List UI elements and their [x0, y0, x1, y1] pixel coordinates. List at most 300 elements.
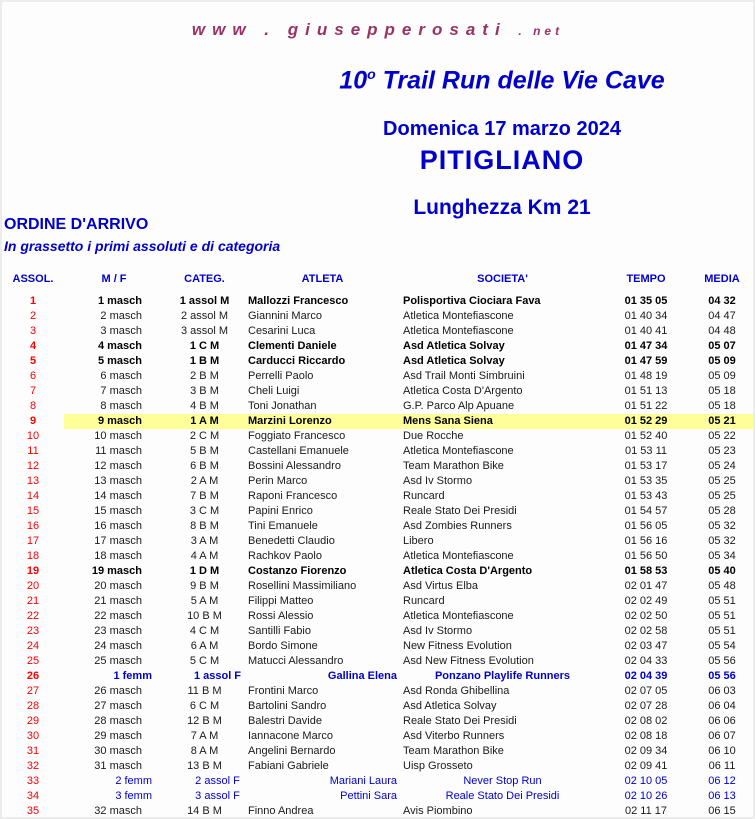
cell-media: 05 48 [708, 580, 736, 592]
table-row [2, 399, 755, 414]
cell-societa: Asd New Fitness Evolution [403, 655, 534, 667]
cell-categ: 1 assol M [179, 295, 230, 307]
cell-tempo: 01 53 43 [624, 490, 668, 502]
table-row [2, 474, 755, 489]
table-row [2, 354, 755, 369]
table-row [2, 564, 755, 579]
cell-categ: 2 A M [190, 475, 219, 487]
cell-categ: 2 assol M [180, 310, 229, 322]
cell-mf: 26 masch [94, 685, 142, 697]
cell-media: 04 47 [708, 310, 736, 322]
cell-mf: 19 masch [91, 565, 142, 577]
cell-tempo: 02 08 02 [624, 715, 668, 727]
cell-categ: 6 A M [190, 640, 219, 652]
cell-societa: Asd Viterbo Runners [403, 730, 505, 742]
cell-societa: Asd Atletica Solvay [403, 700, 497, 712]
cell-atleta: Toni Jonathan [248, 400, 317, 412]
table-row [2, 459, 755, 474]
cell-assol: 4 [29, 340, 37, 352]
cell-atleta: Cesarini Luca [248, 325, 316, 337]
cell-media: 05 22 [708, 430, 736, 442]
column-header-societa: SOCIETA' [477, 273, 528, 285]
cell-mf: 5 masch [97, 355, 142, 367]
cell-categ: 1 D M [189, 565, 220, 577]
cell-societa: Atletica Montefiascone [403, 550, 514, 562]
cell-assol: 33 [26, 775, 40, 787]
cell-tempo: 01 56 16 [624, 535, 668, 547]
cell-mf: 15 masch [94, 505, 142, 517]
cell-categ: 3 A M [190, 535, 219, 547]
cell-media: 05 40 [708, 565, 736, 577]
table-row [2, 714, 755, 729]
cell-mf: 27 masch [94, 700, 142, 712]
cell-societa: Team Marathon Bike [403, 745, 504, 757]
cell-media: 06 15 [708, 805, 736, 817]
cell-categ: 8 B M [190, 520, 219, 532]
cell-media: 05 54 [708, 640, 736, 652]
column-header-assol: ASSOL. [12, 273, 54, 285]
cell-societa: Team Marathon Bike [403, 460, 504, 472]
race-length: Lunghezza Km 21 [413, 196, 591, 220]
table-row [2, 444, 755, 459]
site-url-main: www . giusepperosati [191, 20, 507, 39]
cell-assol: 19 [26, 565, 40, 577]
cell-categ: 1 assol F [193, 670, 242, 682]
cell-media: 05 32 [708, 535, 736, 547]
cell-categ: 1 A M [164, 414, 245, 429]
cell-atleta: Gallina Elena [327, 670, 397, 682]
cell-assol: 6 [29, 370, 37, 382]
cell-atleta: Tini Emanuele [248, 520, 318, 532]
table-row [2, 414, 755, 429]
cell-mf: 2 femm [115, 775, 152, 787]
cell-atleta: Finno Andrea [248, 805, 314, 817]
cell-assol: 27 [26, 685, 40, 697]
cell-atleta: Foggiato Francesco [248, 430, 346, 442]
cell-societa: Avis Piombino [403, 805, 473, 817]
cell-societa: Runcard [403, 490, 445, 502]
cell-tempo: 01 35 05 [624, 295, 668, 307]
cell-tempo: 02 02 49 [624, 595, 668, 607]
cell-mf: 31 masch [94, 760, 142, 772]
cell-societa: Uisp Grosseto [403, 760, 473, 772]
cell-mf: 30 masch [94, 745, 142, 757]
cell-societa: G.P. Parco Alp Apuane [403, 400, 515, 412]
cell-societa: Asd Atletica Solvay [403, 340, 505, 352]
cell-assol: 26 [26, 670, 40, 682]
cell-categ: 3 assol M [180, 325, 229, 337]
cell-categ: 6 C M [189, 700, 220, 712]
cell-media: 06 11 [708, 760, 736, 772]
cell-categ: 5 B M [190, 445, 219, 457]
cell-categ: 7 A M [190, 730, 219, 742]
table-header-row [2, 272, 755, 287]
cell-categ: 4 A M [190, 550, 219, 562]
table-row [2, 504, 755, 519]
cell-societa: Runcard [403, 595, 445, 607]
table-row [2, 369, 755, 384]
cell-atleta: Cheli Luigi [248, 385, 300, 397]
race-city: PITIGLIANO [419, 145, 585, 176]
cell-atleta: Iannacone Marco [248, 730, 333, 742]
cell-societa: Due Rocche [403, 430, 464, 442]
cell-tempo: 02 10 26 [624, 790, 668, 802]
section-note: In grassetto i primi assoluti e di categoria [4, 238, 281, 254]
cell-societa: Asd Iv Stormo [403, 475, 473, 487]
cell-mf: 8 masch [100, 400, 142, 412]
cell-assol: 24 [26, 640, 40, 652]
cell-societa: Polisportiva Ciociara Fava [403, 295, 541, 307]
cell-societa: Atletica Montefiascone [403, 325, 514, 337]
cell-categ: 4 C M [189, 625, 220, 637]
cell-societa: Atletica Costa D'Argento [403, 385, 523, 397]
cell-societa: Atletica Montefiascone [403, 610, 514, 622]
cell-assol: 5 [29, 355, 37, 367]
cell-assol: 3 [29, 325, 37, 337]
cell-atleta: Bossini Alessandro [248, 460, 341, 472]
results-body [2, 294, 755, 819]
cell-atleta: Benedetti Claudio [248, 535, 335, 547]
cell-assol: 34 [26, 790, 40, 802]
cell-atleta: Carducci Riccardo [248, 355, 346, 367]
cell-tempo: 01 40 41 [624, 325, 668, 337]
cell-mf: 20 masch [94, 580, 142, 592]
table-row [2, 579, 755, 594]
cell-assol: 20 [26, 580, 40, 592]
cell-atleta: Raponi Francesco [248, 490, 338, 502]
cell-media: 05 56 [708, 655, 736, 667]
cell-tempo: 01 52 40 [624, 430, 668, 442]
cell-mf: 29 masch [94, 730, 142, 742]
cell-mf: 7 masch [100, 385, 142, 397]
cell-categ: 4 B M [190, 400, 219, 412]
title-block [247, 58, 755, 220]
cell-mf: 1 femm [113, 670, 152, 682]
cell-media: 06 13 [708, 790, 736, 802]
cell-media: 05 18 [708, 385, 736, 397]
cell-media: 05 24 [708, 460, 736, 472]
cell-assol: 18 [26, 550, 40, 562]
cell-media: 04 48 [708, 325, 736, 337]
cell-atleta: Rossi Alessio [248, 610, 314, 622]
cell-assol: 28 [26, 700, 40, 712]
cell-categ: 5 C M [189, 655, 220, 667]
cell-tempo: 01 54 57 [624, 505, 668, 517]
cell-tempo: 01 56 50 [624, 550, 668, 562]
cell-media: 05 09 [708, 370, 736, 382]
table-row [2, 489, 755, 504]
cell-atleta: Rachkov Paolo [248, 550, 322, 562]
cell-categ: 7 B M [190, 490, 219, 502]
cell-societa: Reale Stato Dei Presidi [403, 505, 517, 517]
cell-media: 05 09 [708, 355, 736, 367]
table-row [2, 684, 755, 699]
cell-tempo: 01 48 19 [624, 370, 668, 382]
cell-atleta: Fabiani Gabriele [248, 760, 329, 772]
site-url-suffix: . net [518, 24, 564, 38]
cell-mf: 1 masch [97, 295, 142, 307]
cell-media: 06 12 [708, 775, 736, 787]
cell-societa: Reale Stato Dei Presidi [445, 790, 560, 802]
column-header-categ: CATEG. [184, 273, 225, 285]
cell-atleta: Matucci Alessandro [248, 655, 344, 667]
cell-atleta: Balestri Davide [248, 715, 322, 727]
cell-categ: 1 B M [189, 355, 220, 367]
cell-mf: 21 masch [94, 595, 142, 607]
cell-categ: 6 B M [190, 460, 219, 472]
cell-atleta: Marzini Lorenzo [245, 414, 400, 429]
cell-societa: Asd Zombies Runners [403, 520, 512, 532]
cell-atleta: Mariani Laura [329, 775, 397, 787]
cell-tempo: 02 10 05 [624, 775, 668, 787]
cell-media: 05 56 [708, 670, 736, 682]
table-row [2, 294, 755, 309]
table-row [2, 729, 755, 744]
table-row [2, 519, 755, 534]
cell-mf: 22 masch [94, 610, 142, 622]
cell-societa: Ponzano Playlife Runners [434, 670, 571, 682]
column-header-mf: M / F [101, 273, 127, 285]
cell-assol: 15 [26, 505, 40, 517]
cell-assol: 16 [26, 520, 40, 532]
cell-tempo: 02 04 39 [624, 670, 668, 682]
table-row [2, 789, 755, 804]
cell-societa: Libero [403, 535, 434, 547]
cell-categ: 10 B M [187, 610, 222, 622]
cell-assol: 31 [26, 745, 40, 757]
cell-assol: 9 [29, 415, 37, 427]
table-row [2, 639, 755, 654]
cell-assol: 21 [26, 595, 40, 607]
table-row [2, 429, 755, 444]
cell-mf: 3 masch [100, 325, 142, 337]
cell-media: 05 51 [708, 610, 736, 622]
cell-categ: 1 C M [189, 340, 220, 352]
table-row [2, 804, 755, 819]
cell-categ: 5 A M [190, 595, 219, 607]
table-row [2, 324, 755, 339]
cell-societa: Atletica Montefiascone [403, 445, 514, 457]
cell-media: 06 04 [708, 700, 736, 712]
cell-societa: Reale Stato Dei Presidi [403, 715, 517, 727]
cell-atleta: Bartolini Sandro [248, 700, 327, 712]
cell-categ: 8 A M [190, 745, 219, 757]
cell-mf: 11 masch [95, 445, 142, 457]
section-title: ORDINE D'ARRIVO [4, 216, 149, 233]
cell-mf: 4 masch [97, 340, 142, 352]
cell-media: 05 18 [708, 400, 736, 412]
cell-assol: 2 [29, 310, 37, 322]
cell-categ: 2 assol F [195, 775, 240, 787]
cell-tempo: 01 47 59 [624, 355, 668, 367]
cell-tempo: 02 04 33 [624, 655, 668, 667]
cell-tempo: 02 03 47 [624, 640, 668, 652]
cell-categ: 13 B M [187, 760, 222, 772]
cell-mf: 18 masch [94, 550, 142, 562]
cell-media: 05 51 [708, 595, 736, 607]
cell-categ: 14 B M [187, 805, 222, 817]
table-row [2, 744, 755, 759]
cell-societa: Asd Trail Monti Simbruini [403, 370, 525, 382]
cell-assol: 30 [26, 730, 40, 742]
cell-societa: New Fitness Evolution [403, 640, 512, 652]
cell-atleta: Filippi Matteo [248, 595, 314, 607]
cell-tempo: 02 09 41 [624, 760, 668, 772]
table-row [2, 624, 755, 639]
cell-categ: 3 C M [189, 505, 220, 517]
cell-assol: 12 [26, 460, 40, 472]
cell-media: 04 32 [708, 295, 736, 307]
cell-media: 05 23 [708, 445, 736, 457]
table-row [2, 759, 755, 774]
cell-atleta: Giannini Marco [248, 310, 322, 322]
cell-mf: 12 masch [94, 460, 142, 472]
cell-mf: 13 masch [94, 475, 142, 487]
cell-mf: 10 masch [94, 430, 142, 442]
cell-societa: Asd Atletica Solvay [403, 355, 505, 367]
cell-societa: Never Stop Run [463, 775, 542, 787]
cell-mf: 24 masch [94, 640, 142, 652]
table-row [2, 384, 755, 399]
cell-media: 05 07 [708, 340, 736, 352]
cell-tempo: 02 01 47 [624, 580, 668, 592]
cell-tempo: 02 07 28 [624, 700, 668, 712]
cell-tempo: 01 53 35 [624, 475, 668, 487]
table-row [2, 549, 755, 564]
cell-tempo: 01 47 34 [624, 340, 668, 352]
cell-atleta: Santilli Fabio [248, 625, 311, 637]
cell-categ: 3 assol F [195, 790, 240, 802]
cell-societa: Atletica Costa D'Argento [403, 565, 533, 577]
cell-assol: 22 [26, 610, 40, 622]
cell-societa: Atletica Montefiascone [403, 310, 514, 322]
cell-assol: 11 [27, 445, 39, 457]
race-title-ordinal: o [367, 66, 376, 82]
table-row [2, 339, 755, 354]
results-table [2, 272, 755, 819]
column-header-tempo: TEMPO [626, 273, 666, 285]
table-row [2, 774, 755, 789]
cell-media: 06 03 [708, 685, 736, 697]
cell-mf: 17 masch [94, 535, 142, 547]
table-row [2, 654, 755, 669]
cell-societa: Asd Virtus Elba [403, 580, 479, 592]
cell-assol: 14 [26, 490, 40, 502]
cell-media: 06 06 [708, 715, 736, 727]
cell-mf: 3 femm [115, 790, 152, 802]
column-header-media: MEDIA [704, 273, 740, 285]
cell-tempo: 01 52 29 [605, 414, 687, 429]
cell-tempo: 02 02 50 [624, 610, 668, 622]
cell-categ: 2 B M [190, 370, 219, 382]
cell-mf: 25 masch [94, 655, 142, 667]
cell-categ: 9 B M [190, 580, 219, 592]
cell-categ: 12 B M [187, 715, 222, 727]
cell-societa: Asd Ronda Ghibellina [403, 685, 510, 697]
cell-tempo: 02 07 05 [624, 685, 668, 697]
cell-tempo: 01 56 05 [624, 520, 668, 532]
table-row [2, 309, 755, 324]
cell-societa: Mens Sana Siena [400, 414, 605, 429]
cell-societa: Asd Iv Stormo [403, 625, 473, 637]
cell-atleta: Perrelli Paolo [248, 370, 314, 382]
site-url [2, 20, 753, 40]
race-title-number: 10 [339, 66, 368, 95]
table-row [2, 699, 755, 714]
cell-atleta: Rosellini Massimiliano [248, 580, 357, 592]
cell-mf: 2 masch [100, 310, 142, 322]
cell-mf: 9 masch [64, 414, 164, 429]
cell-assol: 25 [26, 655, 40, 667]
cell-tempo: 01 53 11 [624, 445, 667, 457]
cell-assol: 29 [26, 715, 40, 727]
cell-assol: 32 [26, 760, 40, 772]
cell-media: 05 32 [708, 520, 736, 532]
cell-assol: 8 [29, 400, 37, 412]
cell-tempo: 02 02 58 [624, 625, 668, 637]
cell-tempo: 01 51 22 [624, 400, 668, 412]
cell-mf: 16 masch [94, 520, 142, 532]
cell-categ: 11 B M [187, 685, 222, 697]
cell-media: 05 21 [687, 414, 755, 429]
cell-atleta: Castellani Emanuele [248, 445, 349, 457]
cell-mf: 14 masch [94, 490, 142, 502]
cell-atleta: Angelini Bernardo [248, 745, 336, 757]
race-date: Domenica 17 marzo 2024 [383, 118, 621, 141]
cell-atleta: Papini Enrico [248, 505, 313, 517]
cell-tempo: 01 53 17 [624, 460, 668, 472]
table-row [2, 534, 755, 549]
cell-assol: 1 [29, 295, 37, 307]
cell-media: 05 28 [708, 505, 736, 517]
cell-atleta: Frontini Marco [248, 685, 319, 697]
cell-tempo: 02 09 34 [624, 745, 668, 757]
cell-media: 05 25 [708, 475, 736, 487]
race-title [247, 58, 755, 96]
cell-tempo: 02 11 17 [624, 805, 667, 817]
cell-mf: 6 masch [100, 370, 142, 382]
cell-assol: 13 [26, 475, 40, 487]
cell-atleta: Perin Marco [248, 475, 308, 487]
cell-mf: 28 masch [94, 715, 142, 727]
cell-mf: 32 masch [94, 805, 142, 817]
cell-assol: 35 [26, 805, 40, 817]
table-row [2, 669, 755, 684]
cell-atleta: Clementi Daniele [248, 340, 337, 352]
table-row [2, 594, 755, 609]
cell-media: 05 25 [708, 490, 736, 502]
cell-assol: 7 [29, 385, 37, 397]
cell-tempo: 01 58 53 [624, 565, 668, 577]
cell-tempo: 01 51 13 [624, 385, 668, 397]
column-header-atleta: ATLETA [301, 273, 344, 285]
cell-atleta: Bordo Simone [248, 640, 318, 652]
cell-assol: 10 [26, 430, 40, 442]
cell-media: 06 10 [708, 745, 736, 757]
table-row [2, 609, 755, 624]
cell-categ: 3 B M [190, 385, 219, 397]
cell-media: 05 51 [708, 625, 736, 637]
cell-atleta: Pettini Sara [340, 790, 397, 802]
cell-assol: 17 [26, 535, 40, 547]
cell-atleta: Mallozzi Francesco [248, 295, 349, 307]
cell-tempo: 01 40 34 [624, 310, 668, 322]
cell-media: 05 34 [708, 550, 736, 562]
cell-mf: 23 masch [94, 625, 142, 637]
cell-categ: 2 C M [189, 430, 220, 442]
cell-assol: 23 [26, 625, 40, 637]
cell-atleta: Costanzo Fiorenzo [248, 565, 347, 577]
